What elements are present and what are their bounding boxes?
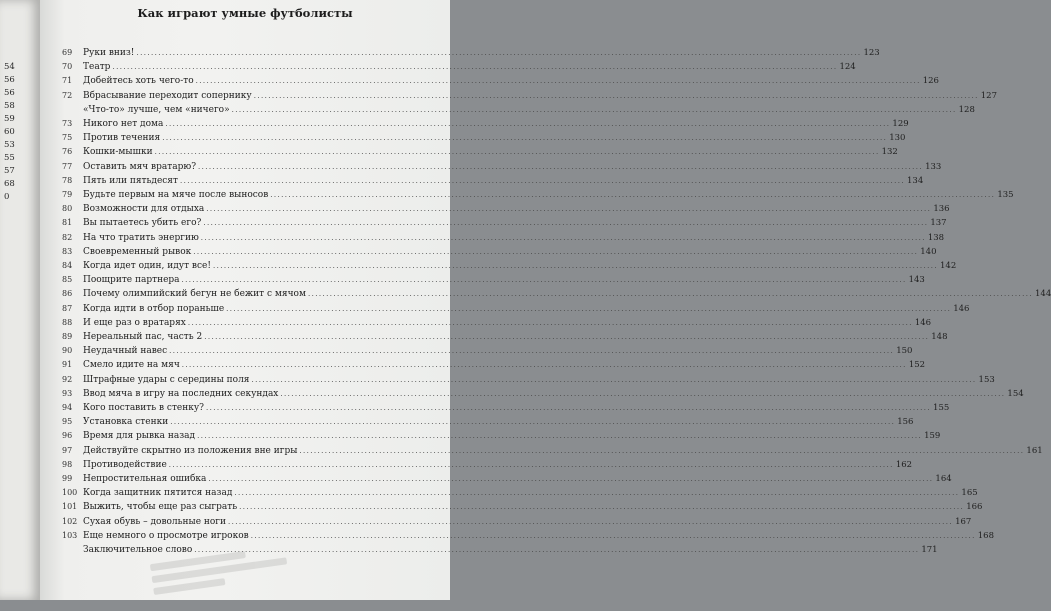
chapter-title: Штрафные удары с середины поля <box>83 374 250 385</box>
left-page-edge <box>0 0 40 600</box>
chapter-number: 99 <box>62 474 73 483</box>
chapter-number: 75 <box>62 133 73 143</box>
chapter-title: Вбрасывание переходит сопернику <box>83 90 252 101</box>
toc-row <box>62 289 1051 302</box>
chapter-title: Своевременный рывок <box>83 246 192 257</box>
dot-leader: ........................................................................................................................................................................................................ <box>206 404 932 412</box>
chapter-number: 72 <box>62 90 73 100</box>
toc-row <box>62 232 945 246</box>
chapter-number: 92 <box>62 374 73 384</box>
left-page-number: 57 <box>4 166 15 176</box>
chapter-number: 98 <box>62 459 73 469</box>
page-number: 146 <box>914 317 932 328</box>
dot-leader: ........................................................................................................................................................................................................ <box>200 233 926 242</box>
dot-leader: ........................................................................................................................................................................................................ <box>187 318 913 327</box>
dot-leader: ........................................................................................................................................................................................................ <box>181 361 907 370</box>
toc-row <box>62 317 932 331</box>
toc-row <box>62 48 880 61</box>
chapter-number: 97 <box>62 445 73 455</box>
chapter-number: 82 <box>62 232 73 242</box>
dot-leader: ........................................................................................................................................................................................................ <box>169 347 895 356</box>
left-page-number: 54 <box>4 62 15 72</box>
dot-leader: ........................................................................................................................................................................................................ <box>203 219 929 228</box>
dot-leader: ........................................................................................................................................................................................................ <box>112 63 838 72</box>
page-number: 161 <box>1026 445 1043 456</box>
toc-row <box>62 488 978 501</box>
toc-row <box>62 90 997 104</box>
page-number: 123 <box>863 48 880 58</box>
chapter-number: 93 <box>62 388 73 398</box>
left-page-number: 0 <box>4 192 10 202</box>
toc-row <box>62 474 952 487</box>
chapter-title: Когда защитник пятится назад <box>83 488 233 499</box>
page-number: 135 <box>997 190 1014 200</box>
page-number: 132 <box>881 147 898 158</box>
chapter-title: Смело идите на мяч <box>83 360 180 371</box>
chapter-title: Кого поставить в стенку? <box>83 403 205 413</box>
dot-leader: ........................................................................................................................................................................................................ <box>136 49 862 57</box>
dot-leader: ........................................................................................................................................................................................................ <box>194 546 920 554</box>
chapter-number: 79 <box>62 190 73 199</box>
chapter-title: Пять или пятьдесят <box>83 175 178 186</box>
table-of-contents <box>40 0 1051 600</box>
chapter-number: 90 <box>62 346 73 356</box>
page-number: 155 <box>933 403 950 413</box>
left-page-number: 68 <box>4 179 15 189</box>
chapter-number: 78 <box>62 175 73 185</box>
dot-leader: ........................................................................................................................................................................................................ <box>170 418 896 427</box>
page-number: 137 <box>930 218 947 229</box>
toc-row <box>62 175 924 189</box>
dot-leader: ........................................................................................................................................................................................................ <box>181 276 907 285</box>
chapter-title: Будьте первым на мяче после выносов <box>83 190 269 200</box>
dot-leader: ........................................................................................................................................................................................................ <box>226 304 952 313</box>
chapter-title: Кошки-мышки <box>83 147 153 158</box>
page-number: 129 <box>892 119 909 129</box>
page-number: 136 <box>933 204 950 215</box>
chapter-title: Руки вниз! <box>83 48 135 58</box>
dot-leader: ........................................................................................................................................................................................................ <box>195 77 921 86</box>
page-number: 140 <box>920 246 937 257</box>
toc-row <box>62 459 913 473</box>
page-number: 124 <box>839 62 856 73</box>
page-number: 167 <box>955 516 972 527</box>
dot-leader: ........................................................................................................................................................................................................ <box>239 503 965 512</box>
dot-leader: ........................................................................................................................................................................................................ <box>162 134 888 143</box>
chapter-title: Время для рывка назад <box>83 431 196 442</box>
chapter-title: Еще немного о просмотре игроков <box>83 530 249 541</box>
page-number: 144 <box>1035 289 1051 300</box>
chapter-number: 87 <box>62 303 73 313</box>
chapter-title: Заключительное слово <box>83 545 193 555</box>
chapter-number: 94 <box>62 403 73 412</box>
page-number: 156 <box>897 417 914 428</box>
dot-leader: ........................................................................................................................................................................................................ <box>206 205 932 214</box>
dot-leader: ........................................................................................................................................................................................................ <box>299 446 1025 455</box>
dot-leader: ........................................................................................................................................................................................................ <box>193 247 919 256</box>
toc-row <box>62 246 937 260</box>
page-title: Как играют умные футболисты <box>137 6 353 20</box>
page-number: 128 <box>958 104 975 115</box>
page-number: 126 <box>922 76 939 87</box>
page-number: 130 <box>889 133 906 144</box>
toc-row <box>62 76 939 89</box>
chapter-title: «Что-то» лучше, чем «ничего» <box>83 104 230 115</box>
chapter-number: 81 <box>62 218 73 228</box>
left-page-number: 59 <box>4 114 15 124</box>
page-number: 159 <box>924 431 941 442</box>
toc-row <box>62 261 957 274</box>
page-number: 165 <box>961 488 978 499</box>
chapter-title: Почему олимпийский бегун не бежит с мячом <box>83 289 306 300</box>
chapter-number: 80 <box>62 204 73 214</box>
chapter-number: 101 <box>62 502 78 512</box>
chapter-title: Ввод мяча в игру на последних секундах <box>83 388 279 399</box>
chapter-title: Поощрите партнера <box>83 275 180 286</box>
toc-row <box>62 388 1024 402</box>
page-number: 133 <box>925 161 942 172</box>
page-number: 142 <box>940 261 957 271</box>
chapter-title: Никого нет дома <box>83 119 164 129</box>
toc-row <box>62 275 925 288</box>
chapter-number: 83 <box>62 246 73 256</box>
dot-leader: ........................................................................................................................................................................................................ <box>154 148 880 157</box>
page-number: 153 <box>978 374 995 385</box>
dot-leader: ........................................................................................................................................................................................................ <box>250 531 976 540</box>
chapter-title: Вы пытаетесь убить его? <box>83 218 202 229</box>
chapter-title: Когда идет один, идут все! <box>83 261 211 271</box>
left-page-number: 55 <box>4 153 15 163</box>
right-page <box>40 0 1051 600</box>
dot-leader: ........................................................................................................................................................................................................ <box>253 91 979 100</box>
page-number: 152 <box>908 360 926 371</box>
chapter-title: Сухая обувь – довольные ноги <box>83 516 227 527</box>
chapter-title: Неудачный навес <box>83 346 168 357</box>
chapter-title: Театр <box>83 62 111 73</box>
dot-leader: ........................................................................................................................................................................................................ <box>197 432 923 441</box>
chapter-number: 102 <box>62 516 78 526</box>
dot-leader: ........................................................................................................................................................................................................ <box>212 262 939 270</box>
chapter-number: 76 <box>62 147 73 157</box>
dot-leader: ........................................................................................................................................................................................................ <box>307 290 1033 299</box>
chapter-title: Установка стенки <box>83 417 169 428</box>
chapter-number: 77 <box>62 161 73 171</box>
toc-row <box>62 431 941 444</box>
dot-leader: ........................................................................................................................................................................................................ <box>228 517 954 526</box>
chapter-title: Возможности для отдыха <box>83 204 205 215</box>
page-number: 162 <box>895 459 913 470</box>
page-number: 143 <box>908 275 925 286</box>
page-number: 164 <box>935 474 952 484</box>
left-page-number: 56 <box>4 88 15 98</box>
chapter-title: Когда идти в отбор пораньше <box>83 303 225 314</box>
toc-row <box>62 516 972 530</box>
page-number: 166 <box>966 502 983 513</box>
chapter-title: Оставить мяч вратарю? <box>83 161 197 172</box>
chapter-title: Действуйте скрытно из положения вне игры <box>83 445 298 456</box>
chapter-title: Противодействие <box>83 459 167 470</box>
toc-row <box>62 303 970 317</box>
dot-leader: ........................................................................................................................................................................................................ <box>179 176 905 185</box>
dot-leader: ........................................................................................................................................................................................................ <box>168 460 894 469</box>
chapter-title: Против течения <box>83 133 161 144</box>
toc-row <box>62 62 856 75</box>
chapter-number: 96 <box>62 431 73 441</box>
dot-leader: ........................................................................................................................................................................................................ <box>231 105 957 114</box>
dot-leader: ........................................................................................................................................................................................................ <box>208 475 934 483</box>
page-number: 168 <box>977 530 994 541</box>
page-number: 150 <box>896 346 913 357</box>
chapter-number: 70 <box>62 62 73 72</box>
dot-leader: ........................................................................................................................................................................................................ <box>204 333 930 341</box>
toc-row <box>62 403 950 416</box>
toc-row <box>62 204 950 217</box>
page-number: 171 <box>921 545 938 555</box>
chapter-title: И еще раз о вратарях <box>83 317 186 328</box>
toc-row <box>62 147 898 160</box>
toc-row <box>62 417 914 430</box>
page-number: 148 <box>931 332 948 342</box>
toc-row <box>62 332 948 345</box>
toc-row <box>62 161 942 175</box>
chapter-number: 71 <box>62 76 73 86</box>
chapter-number: 84 <box>62 261 73 270</box>
page-number: 134 <box>907 175 924 186</box>
toc-row <box>62 346 913 359</box>
chapter-number: 85 <box>62 275 73 285</box>
page-number: 138 <box>927 232 945 243</box>
chapter-title: Нереальный пас, часть 2 <box>83 332 203 342</box>
toc-row <box>62 104 975 118</box>
chapter-number: 95 <box>62 417 73 427</box>
chapter-title: На что тратить энергию <box>83 232 199 243</box>
toc-row <box>62 218 947 231</box>
page-number: 127 <box>980 90 997 101</box>
chapter-number: 73 <box>62 119 73 128</box>
chapter-title: Выжить, чтобы еще раз сыграть <box>83 502 238 513</box>
page-number: 154 <box>1007 388 1024 399</box>
toc-row <box>62 119 909 132</box>
toc-row <box>62 530 994 544</box>
left-page-number: 60 <box>4 127 15 137</box>
chapter-number: 86 <box>62 289 73 299</box>
left-page-number: 56 <box>4 75 15 85</box>
chapter-number: 100 <box>62 488 78 498</box>
page-number: 146 <box>953 303 970 314</box>
toc-row <box>62 190 1014 203</box>
toc-row <box>62 133 906 146</box>
toc-row <box>62 374 995 388</box>
toc-row <box>62 445 1043 459</box>
dot-leader: ........................................................................................................................................................................................................ <box>198 162 924 171</box>
toc-row <box>62 360 926 373</box>
left-page-number: 53 <box>4 140 15 150</box>
chapter-title: Непростительная ошибка <box>83 474 207 484</box>
dot-leader: ........................................................................................................................................................................................................ <box>280 389 1006 398</box>
dot-leader: ........................................................................................................................................................................................................ <box>165 120 891 128</box>
chapter-number: 69 <box>62 48 73 57</box>
left-page-number: 58 <box>4 101 15 111</box>
dot-leader: ........................................................................................................................................................................................................ <box>270 191 996 199</box>
chapter-title: Добейтесь хоть чего-то <box>83 76 194 87</box>
chapter-number: 91 <box>62 360 73 370</box>
chapter-number: 88 <box>62 317 73 327</box>
chapter-number: 89 <box>62 332 73 341</box>
dot-leader: ........................................................................................................................................................................................................ <box>234 489 960 498</box>
dot-leader: ........................................................................................................................................................................................................ <box>251 375 977 384</box>
toc-row <box>62 502 983 515</box>
chapter-number: 103 <box>62 530 78 540</box>
